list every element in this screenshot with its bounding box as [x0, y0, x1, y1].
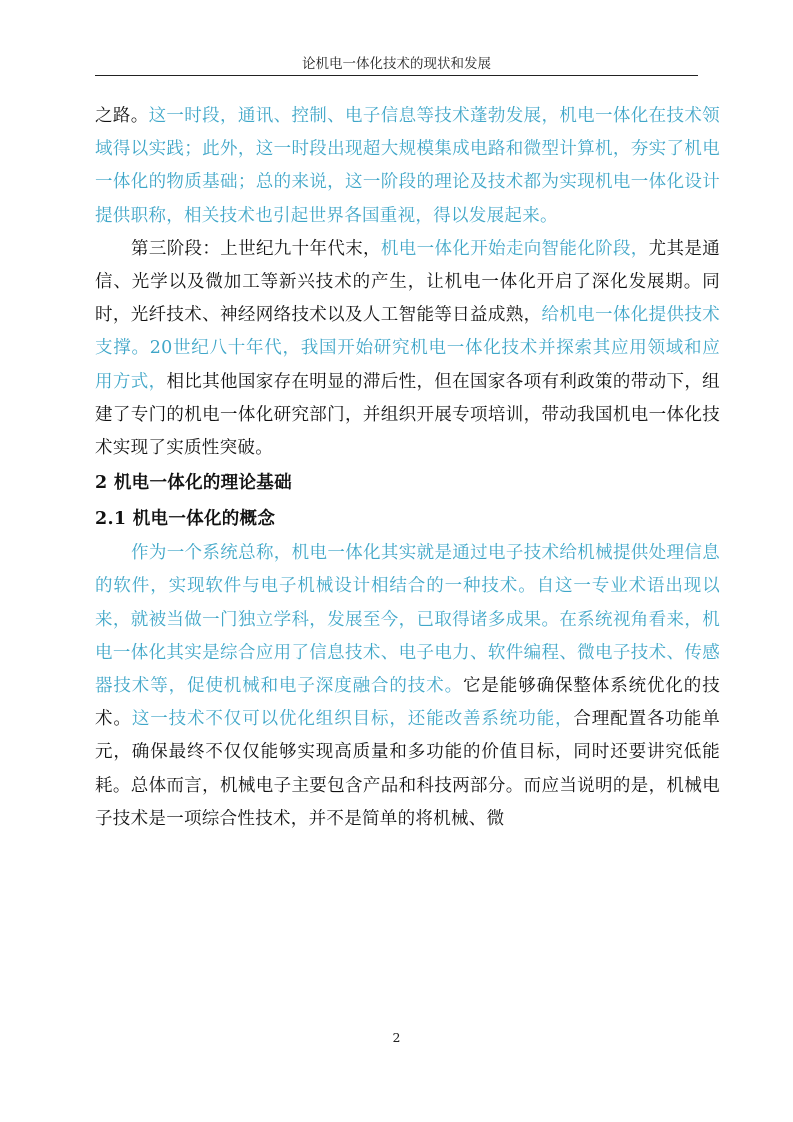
paragraph-3	[95, 537, 720, 836]
page-number: 2	[392, 1030, 401, 1045]
highlighted-text: 给机电一体化提供技术支撑。20世纪八十年代，我国开始研究机电一体化技术并探索其应用领域和应用方式，	[95, 305, 720, 392]
text-span: 之路。	[95, 106, 149, 126]
section-heading-2-1: 2.1 机电一体化的概念	[95, 509, 276, 530]
highlighted-text: 这一时段，通讯、控制、电子信息等技术蓬勃发展，机电一体化在技术领域得以实践；此外，这一时段出现超大规模集成电路和微型计算机，夯实了机电一体化的物质基础；总的来说，这一阶段的理论及技术都为实现机电一体化设计提供职称，相关技术也引起世界各国重视，得以发展起来。	[95, 106, 720, 226]
paragraph-2	[95, 233, 720, 465]
text-span: 它是能够确保整体系统优化的技术。	[95, 676, 720, 730]
text-span: 相比其他国家存在明显的滞后性，但在国家各项有利政策的带动下，组建了专门的机电一体化研究部门，并组织开展专项培训，带动我国机电一体化技术实现了实质性突破。	[95, 371, 720, 459]
text-span: 尤其是通信、光学以及微加工等新兴技术的产生，让机电一体化开启了深化发展期。同时，光纤技术、神经网络技术以及人工智能等日益成熟，	[95, 238, 721, 326]
text-span: 第三阶段：上世纪九十年代末，	[131, 238, 381, 259]
section-heading-2: 2 机电一体化的理论基础	[95, 473, 292, 494]
header-title: 论机电一体化技术的现状和发展	[302, 56, 491, 72]
highlighted-text: 这一技术不仅可以优化组织目标，还能改善系统功能，	[131, 709, 574, 730]
header-rule	[95, 75, 698, 76]
paragraph-1	[95, 100, 720, 233]
highlighted-text: 作为一个系统总称，机电一体化其实就是通过电子技术给机械提供处理信息的软件，实现软件与电子机械设计相结合的一种技术。自这一专业术语出现以来，就被当做一门独立学科，发展至今，已取得诸多成果。在系统视角看来，机电一体化其实是综合应用了信息技术、电子电力、软件编程、微电子技术、传感器技术等，促使机械和电子深度融合的技术。	[95, 543, 720, 697]
text-span: 合理配置各功能单元，确保最终不仅仅能够实现高质量和多功能的价值目标，同时还要讲究低能耗。总体而言，机械电子主要包含产品和科技两部分。而应当说明的是，机械电子技术是一项综合性技术，并不是简单的将机械、微	[95, 709, 721, 829]
highlighted-text: 机电一体化开始走向智能化阶段，	[380, 238, 649, 259]
document-body	[95, 100, 720, 836]
